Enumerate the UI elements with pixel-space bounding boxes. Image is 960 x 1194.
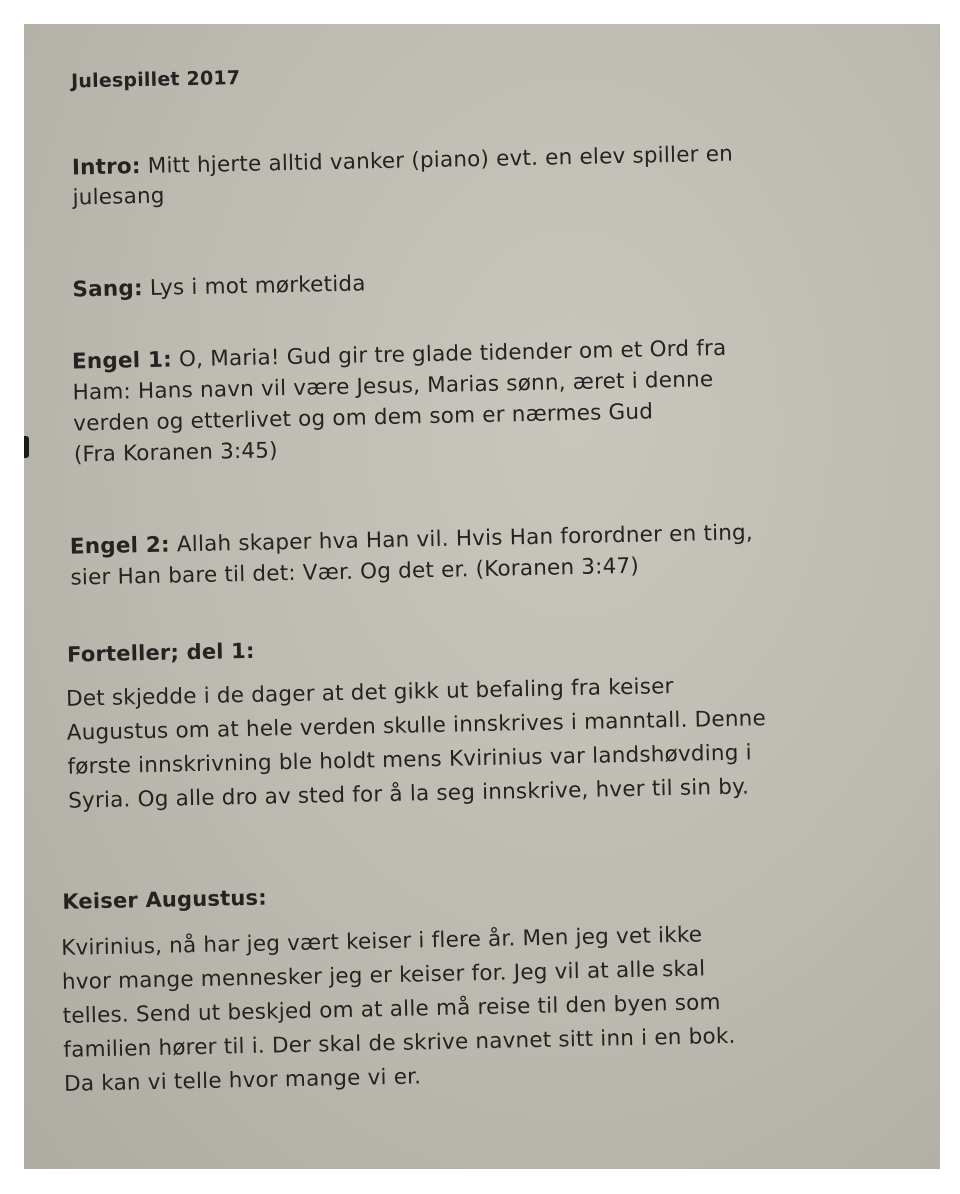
sang-text: Lys i mot mørketida bbox=[149, 271, 366, 301]
intro-line-1 bbox=[72, 142, 734, 181]
engel1-line-3: verden og etterlivet og om dem som er nærmes Gud bbox=[73, 399, 654, 437]
forteller-line-3: første innskrivning ble holdt mens Kvirinius var landshøvding i bbox=[67, 740, 753, 780]
forteller-line-1: Det skjedde i de dager at det gikk ut befaling fra keiser bbox=[65, 674, 674, 712]
intro-text-1: Mitt hjerte alltid vanker (piano) evt. en elev spiller en bbox=[147, 141, 734, 179]
engel1-line-2: Ham: Hans navn vil være Jesus, Marias sønn, æret i denne bbox=[72, 367, 714, 406]
keiser-heading: Keiser Augustus: bbox=[62, 885, 268, 914]
document-title: Julespillet 2017 bbox=[70, 66, 241, 93]
document-photo bbox=[24, 24, 940, 1169]
sang-line bbox=[72, 271, 366, 302]
keiser-line-5: Da kan vi telle hvor mange vi er. bbox=[63, 1064, 422, 1097]
forteller-line-2: Augustus om at hele verden skulle innskrives i manntall. Denne bbox=[66, 706, 767, 746]
keiser-line-2: hvor mange mennesker jeg er keiser for. Jeg vil at alle skal bbox=[61, 956, 706, 995]
engel1-label: Engel 1: bbox=[71, 347, 173, 375]
keiser-line-4: familien hører til i. Der skal de skrive navnet sitt inn i en bok. bbox=[63, 1023, 736, 1063]
forteller-heading: Forteller; del 1: bbox=[66, 638, 255, 667]
intro-label: Intro: bbox=[71, 154, 141, 181]
engel2-text-1: Allah skaper hva Han vil. Hvis Han forordner en ting, bbox=[176, 520, 754, 558]
keiser-line-3: telles. Send ut beskjed om at alle må reise til den byen som bbox=[62, 990, 721, 1029]
script-page bbox=[24, 24, 940, 1169]
engel2-line-1 bbox=[70, 520, 754, 559]
engel1-text-1: O, Maria! Gud gir tre glade tidender om et Ord fra bbox=[178, 335, 727, 373]
intro-line-2: julesang bbox=[72, 183, 165, 211]
keiser-line-1: Kvirinius, nå har jeg vært keiser i flere år. Men jeg vet ikke bbox=[61, 922, 703, 961]
engel1-line-4: (Fra Koranen 3:45) bbox=[73, 438, 278, 468]
sang-label: Sang: bbox=[72, 276, 144, 303]
forteller-line-4: Syria. Og alle dro av sted for å la seg innskrive, hver til sin by. bbox=[67, 774, 750, 814]
engel2-line-2: sier Han bare til det: Vær. Og det er. (Koranen 3:47) bbox=[70, 553, 640, 591]
engel2-label: Engel 2: bbox=[69, 532, 171, 560]
